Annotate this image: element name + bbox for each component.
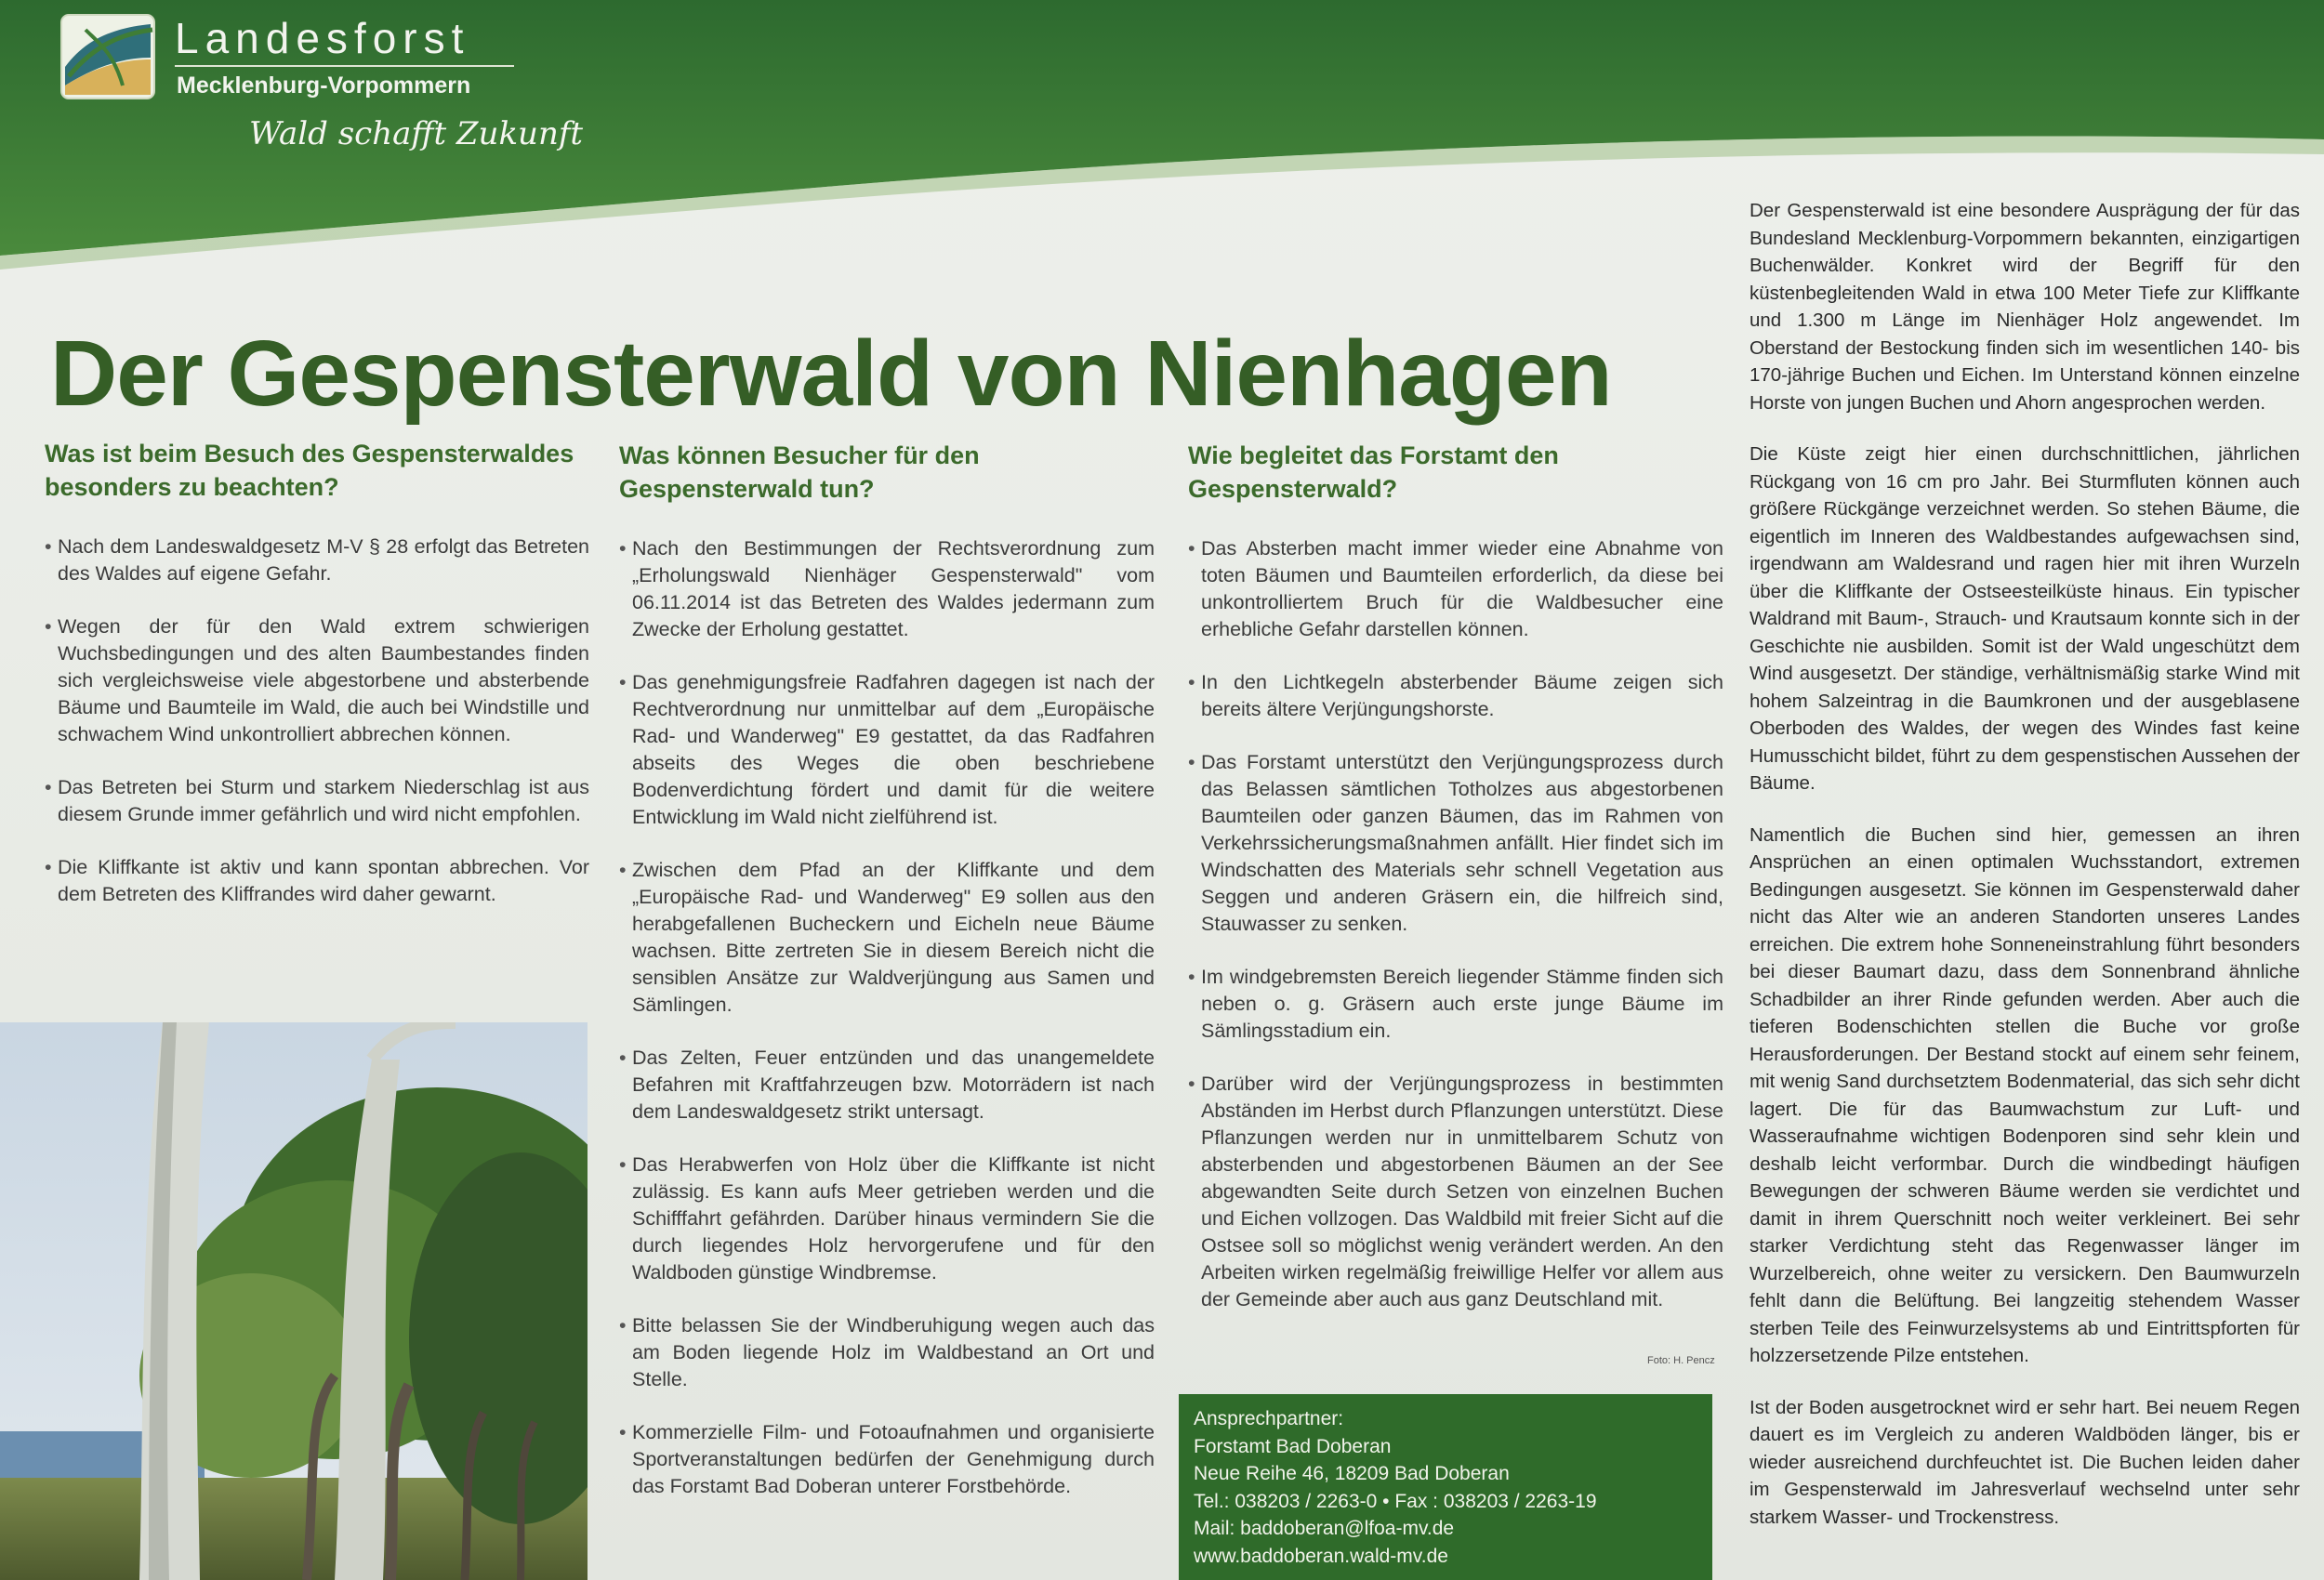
- landesforst-logo: [58, 11, 160, 104]
- brand-name: Landesforst: [175, 14, 470, 62]
- brand-slogan: Wald schafft Zukunft: [249, 115, 584, 152]
- column-heading: Wie begleitet das Forstamt den Gespensterwald?: [1188, 441, 1559, 503]
- column-heading: Was können Besucher für den Gespensterwald tun?: [619, 441, 980, 503]
- bullet-item: • Nach den Bestimmungen der Rechtsverordnung zum „Erholungswald Nienhäger Gespensterwald" vom 06.11.2014 ist das Betreten des Waldes jedermann zum Zwecke der Erholung gestattet.: [619, 535, 1155, 643]
- bullet-item: • Zwischen dem Pfad an der Kliffkante und dem „Europäische Rad- und Wanderweg" E9 sollen aus den herabgefallenen Bucheckern und Eicheln neue Bäume wachsen. Bitte zertreten Sie in diesem Bereich nicht die sensiblen Ansätze zur Waldverjüngung aus Samen und Sämlingen.: [619, 857, 1155, 1019]
- bullet-item: • Kommerzielle Film- und Fotoaufnahmen und organisierte Sportveranstaltungen bedürfen der Genehmigung durch das Forstamt Bad Doberan unterer Forstbehörde.: [619, 1419, 1155, 1500]
- contact-web: www.baddoberan.wald-mv.de: [1194, 1545, 1448, 1567]
- contact-address: Neue Reihe 46, 18209 Bad Doberan: [1194, 1463, 1510, 1484]
- bullet-item: • Das Absterben macht immer wieder eine Abnahme von toten Bäumen und Baumteilen erforderlich, da diese bei unkontrolliertem Bruch für die Waldbesucher eine erhebliche Gefahr darstellen können.: [1188, 535, 1723, 643]
- sidebar-paragraph: Der Gespensterwald ist eine besondere Ausprägung der für das Bundesland Mecklenburg-Vorpommern bekannten, einzigartigen Buchenwälder. Konkret wird der Begriff für den küstenbegleitenden Wald in etwa 100 Meter Tiefe zur Kliffkante und 1.300 m Länge im Nienhäger Holz angewendet. Im Oberstand der Bestockung finden sich im wesentlichen 140- bis 170-jährige Buchen und Eichen. Im Unterstand können einzelne Horste von jungen Buchen und Ahorn angesprochen werden.: [1750, 200, 2300, 414]
- bullet-item: • Das Herabwerfen von Holz über die Kliffkante ist nicht zulässig. Es kann aufs Meer getrieben werden und die Schifffahrt gefährden. Darüber hinaus vermindern Sie die durch liegendes Holz hervorgerufene und für den Waldboden günstige Windbremse.: [619, 1152, 1155, 1286]
- page-title: Der Gespensterwald von Nienhagen: [50, 322, 1612, 426]
- bullet-item: • Nach dem Landeswaldgesetz M-V § 28 erfolgt das Betreten des Waldes auf eigene Gefahr.: [45, 533, 589, 587]
- bullet-item: • Das Zelten, Feuer entzünden und das unangemeldete Befahren mit Kraftfahrzeugen bzw. Motorrädern ist nach dem Landeswaldgesetz strikt untersagt.: [619, 1045, 1155, 1126]
- contact-phone: Tel.: 038203 / 2263-0 • Fax : 038203 / 2263-19: [1194, 1490, 1597, 1512]
- sidebar-paragraph: Ist der Boden ausgetrocknet wird er sehr hart. Bei neuem Regen dauert es im Vergleich zu anderen Waldböden länger, bis er wieder ausreichend durchfeuchtet ist. Die Buchen leiden daher im Gespensterwald im Jahresverlauf wechselnd unter sehr starkem Wasser- und Trockenstress.: [1750, 1396, 2300, 1528]
- bullet-item: • Das Forstamt unterstützt den Verjüngungsprozess durch das Belassen sämtlichen Totholzes aus abgestorbenen Baumteilen oder ganzen Bäumen, das im Rahmen von Verkehrssicherungsmaßnahmen anfällt. Hier findet sich im Windschatten des Materials sehr schnell Vegetation aus Seggen und anderen Gräsern ein, die hilfreich sind, Stauwasser zu senken.: [1188, 749, 1723, 938]
- bullet-item: • Darüber wird der Verjüngungsprozess in bestimmten Abständen im Herbst durch Pflanzungen unterstützt. Diese Pflanzungen werden nur in unmittelbarem Schutz von absterbenden und abgestorbenen Bäumen an der See abgewandten Seite durch Setzen von einzelnen Buchen und Eichen vollzogen. Das Waldbild mit freier Sicht auf die Ostsee soll so möglichst wenig verändert werden. An den Arbeiten wirken regelmäßig freiwillige Helfer vor allem aus der Gemeinde aber auch aus ganz Deutschland mit.: [1188, 1071, 1723, 1313]
- column-forestry: [1188, 439, 1723, 1339]
- column-safety: [45, 437, 589, 934]
- column-visitors: [619, 439, 1155, 1526]
- brand-region: Mecklenburg-Vorpommern: [177, 72, 471, 99]
- contact-heading: Ansprechpartner:: [1194, 1408, 1344, 1429]
- photo-credit: Foto: H. Pencz: [1647, 1355, 1715, 1366]
- contact-box: [1179, 1394, 1712, 1580]
- bullet-item: • In den Lichtkegeln absterbender Bäume zeigen sich bereits ältere Verjüngungshorste.: [1188, 669, 1723, 723]
- sidebar-paragraph: Namentlich die Buchen sind hier, gemessen an ihren Ansprüchen an einen optimalen Wuchsstandort, extremen Bedingungen ausgesetzt. Sie können im Gespensterwald daher nicht das Alter wie an anderen Standorten unseres Landes erreichen. Die extrem hohe Sonneneinstrahlung führt besonders bei dieser Baumart dazu, dass dem Sonnenbrand ähnliche Schadbilder an ihrer Rinde gefunden werden. Aber auch die tieferen Bodenschichten stellen die Buche vor große Herausforderungen. Der Bestand stockt auf einem sehr feinem, mit wenig Sand durchsetztem Bodenmaterial, das sich sehr dicht lagert. Die für das Baumwachstum zur Luft- und Wasseraufnahme wichtigen Bodenporen sind sehr klein und deshalb leicht verformbar. Durch die windbedingt häufigen Bewegungen der schweren Bäume werden sie verdichtet und damit in ihrem Querschnitt noch weiter verkleinert. Bei sehr starker Verdichtung steht das Regenwasser länger im Wurzelbereich, ohne weiter zu versickern. Den Baumwurzeln fehlt dann die Belüftung. Bei langzeitig stehendem Wasser sterben Teile des Feinwurzelsystems ab und Eintrittspforten für holzzersetzende Pilze entstehen.: [1750, 823, 2300, 1366]
- bullet-item: • Das genehmigungsfreie Radfahren dagegen ist nach der Rechtverordnung nur unmittelbar auf dem „Europäische Rad- und Wanderweg" E9 gestattet, da das Radfahren abseits des Weges die oben beschriebene Bodenverdichtung fördert und damit für die weitere Entwicklung im Wald nicht zielführend ist.: [619, 669, 1155, 831]
- contact-office: Forstamt Bad Doberan: [1194, 1435, 1392, 1457]
- contact-mail: Mail: baddoberan@lfoa-mv.de: [1194, 1518, 1455, 1539]
- bullet-item: • Bitte belassen Sie der Windberuhigung wegen auch das am Boden liegende Holz im Waldbestand an Ort und Stelle.: [619, 1312, 1155, 1393]
- bullet-item: • Im windgebremsten Bereich liegender Stämme finden sich neben o. g. Gräsern auch erste junge Bäume im Sämlingsstadium ein.: [1188, 964, 1723, 1045]
- bullet-item: • Wegen der für den Wald extrem schwierigen Wuchsbedingungen und des alten Baumbestandes finden sich vergleichsweise viele abgestorbene und absterbende Bäume und Baumteile im Wald, die auch bei Windstille und schwachem Wind unkontrolliert abbrechen können.: [45, 613, 589, 748]
- sidebar-paragraph: Die Küste zeigt hier einen durchschnittlichen, jährlichen Rückgang von 16 cm pro Jahr. Bei Sturmfluten können auch größere Rückgänge verzeichnet werden. So stehen Bäume, die eigentlich im Inneren des Waldbestandes aufgewachsen sind, irgendwann am Waldesrand und ragen hier mit ihren Wurzeln über die Kliffkante der Ostseesteilküste hinaus. Ein typischer Waldrand mit Baum-, Strauch- und Krautsaum konnte sich in der Geschichte nie ausbilden. Somit ist der Wald ungeschützt dem Wind ausgesetzt. Der ständige, verhältnismäßig starke Wind mit hohem Salzeintrag in die Baumkronen und der ausgeblasene Oberboden des Waldes, der wegen des Windes fast keine Humusschicht bildet, führt zu dem gespenstischen Aussehen der Bäume.: [1750, 443, 2300, 794]
- bullet-item: • Das Betreten bei Sturm und starkem Niederschlag ist aus diesem Grunde immer gefährlich und wird nicht empfohlen.: [45, 774, 589, 828]
- forest-photo: [0, 1022, 588, 1580]
- bullet-item: • Die Kliffkante ist aktiv und kann spontan abbrechen. Vor dem Betreten des Kliffrandes wird daher gewarnt.: [45, 854, 589, 908]
- sidebar-text: [1750, 197, 2300, 1555]
- brand-divider: [175, 65, 514, 67]
- column-heading: Was ist beim Besuch des Gespensterwaldes besonders zu beachten?: [45, 440, 574, 501]
